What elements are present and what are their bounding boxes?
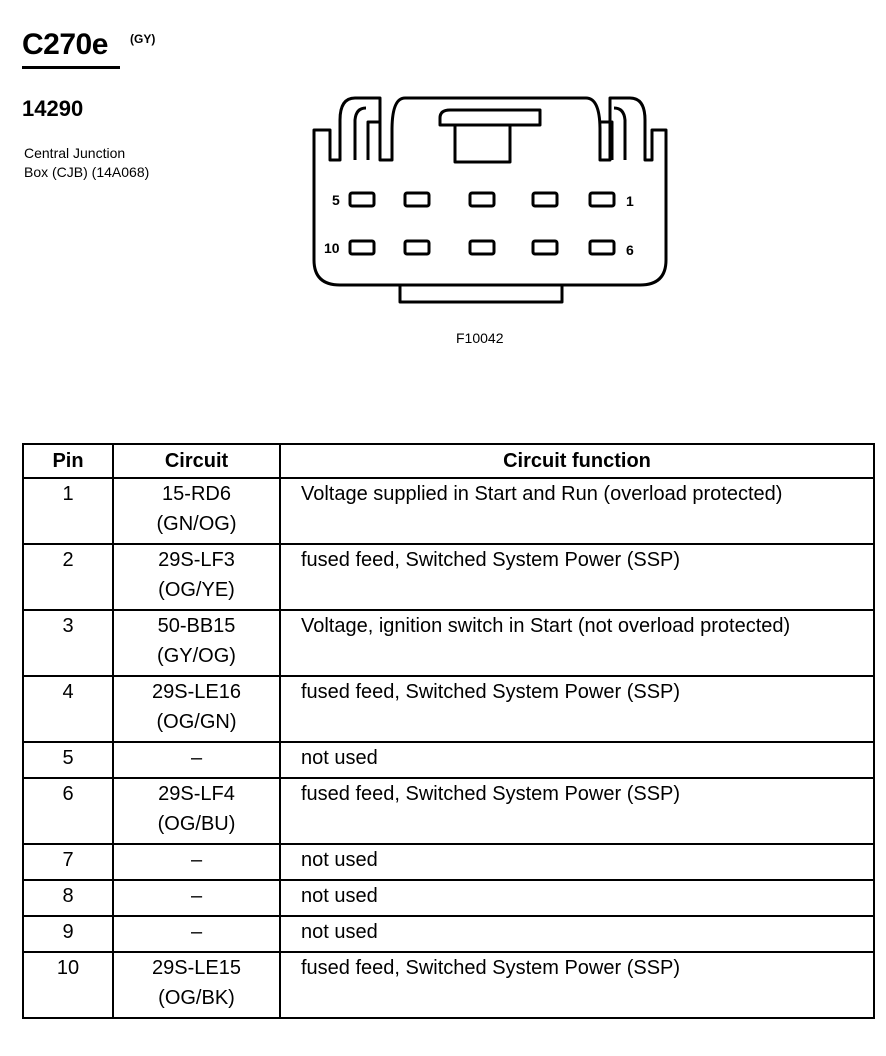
pin-cavity-3	[470, 193, 494, 206]
circuit-cell	[113, 844, 280, 880]
table-row	[23, 778, 874, 844]
wire-color: (GY/OG)	[157, 645, 236, 667]
circuit-function: fused feed, Switched System Power (SSP)	[280, 952, 874, 1018]
circuit-function: not used	[280, 742, 874, 778]
circuit-function: Voltage, ignition switch in Start (not overload protected)	[280, 610, 874, 676]
circuit-cell	[113, 478, 280, 544]
circuit-cell	[113, 742, 280, 778]
circuit-function: fused feed, Switched System Power (SSP)	[280, 676, 874, 742]
pin-cavity-6	[590, 241, 614, 254]
connector-rib-left	[368, 122, 380, 160]
connector-inner-wall-left	[355, 108, 366, 160]
circuit-function: not used	[280, 916, 874, 952]
header-pin: Pin	[23, 444, 113, 478]
table-row	[23, 844, 874, 880]
pin-number: 5	[23, 742, 113, 778]
circuit-id: 29S-LE16	[152, 681, 241, 703]
wire-color: (GN/OG)	[156, 513, 237, 535]
pin-number: 8	[23, 880, 113, 916]
keying-rib	[400, 285, 562, 302]
circuit-function: not used	[280, 880, 874, 916]
pin-label-top-right: 1	[626, 193, 634, 209]
pin-number: 7	[23, 844, 113, 880]
circuit-id: –	[190, 921, 203, 943]
pin-number: 9	[23, 916, 113, 952]
pin-cavity-2	[533, 193, 557, 206]
circuit-cell	[113, 916, 280, 952]
circuit-function: fused feed, Switched System Power (SSP)	[280, 544, 874, 610]
circuit-function: fused feed, Switched System Power (SSP)	[280, 778, 874, 844]
table-row	[23, 742, 874, 778]
table-row	[23, 478, 874, 544]
locking-tab-stem	[455, 125, 510, 162]
table-row	[23, 676, 874, 742]
circuit-cell	[113, 544, 280, 610]
pin-number: 3	[23, 610, 113, 676]
connector-face-diagram	[300, 80, 680, 320]
pin-label-bottom-right: 6	[626, 242, 634, 258]
connector-inner-wall-right	[614, 108, 625, 160]
table-header-row	[23, 444, 874, 478]
description-line-1: Central Junction	[24, 145, 126, 161]
pin-cavity-4	[405, 193, 429, 206]
wire-color: (OG/BU)	[157, 813, 236, 835]
title-underline	[22, 66, 120, 69]
pin-number: 6	[23, 778, 113, 844]
header-circuit-function: Circuit function	[280, 444, 874, 478]
wire-color: (OG/BK)	[158, 987, 235, 1009]
connector-id: C270e	[22, 28, 108, 61]
circuit-function: not used	[280, 844, 874, 880]
pin-cavity-5	[350, 193, 374, 206]
pin-number: 4	[23, 676, 113, 742]
circuit-id: –	[190, 885, 203, 907]
table-row	[23, 544, 874, 610]
locking-tab	[440, 110, 540, 125]
pin-cavity-7	[533, 241, 557, 254]
connector-color: (GY)	[130, 32, 156, 46]
pin-cavity-1	[590, 193, 614, 206]
circuit-id: 15-RD6	[162, 483, 231, 505]
pin-number: 2	[23, 544, 113, 610]
wire-color: (OG/YE)	[158, 579, 235, 601]
pin-label-top-left: 5	[332, 192, 340, 208]
pin-cavity-10	[350, 241, 374, 254]
table-row	[23, 916, 874, 952]
pin-number: 10	[23, 952, 113, 1018]
circuit-id: 29S-LF4	[158, 783, 235, 805]
table-row	[23, 952, 874, 1018]
circuit-function: Voltage supplied in Start and Run (overload protected)	[280, 478, 874, 544]
circuit-id: 29S-LE15	[152, 957, 241, 979]
description-line-2: Box (CJB) (14A068)	[24, 164, 150, 180]
pin-number: 1	[23, 478, 113, 544]
circuit-cell	[113, 880, 280, 916]
table-row	[23, 880, 874, 916]
table-row	[23, 610, 874, 676]
part-number: 14290	[22, 96, 84, 121]
pin-cavity-8	[470, 241, 494, 254]
figure-code: F10042	[456, 330, 504, 346]
pinout-table	[22, 443, 875, 1019]
header-circuit: Circuit	[113, 444, 280, 478]
circuit-cell	[113, 610, 280, 676]
circuit-id: 29S-LF3	[158, 549, 235, 571]
pin-cavity-9	[405, 241, 429, 254]
pin-label-bottom-left: 10	[324, 240, 340, 256]
circuit-cell	[113, 952, 280, 1018]
wire-color: (OG/GN)	[156, 711, 237, 733]
circuit-id: 50-BB15	[157, 615, 236, 637]
circuit-cell	[113, 778, 280, 844]
circuit-id: –	[190, 747, 203, 769]
circuit-cell	[113, 676, 280, 742]
component-description	[24, 144, 224, 182]
circuit-id: –	[190, 849, 203, 871]
